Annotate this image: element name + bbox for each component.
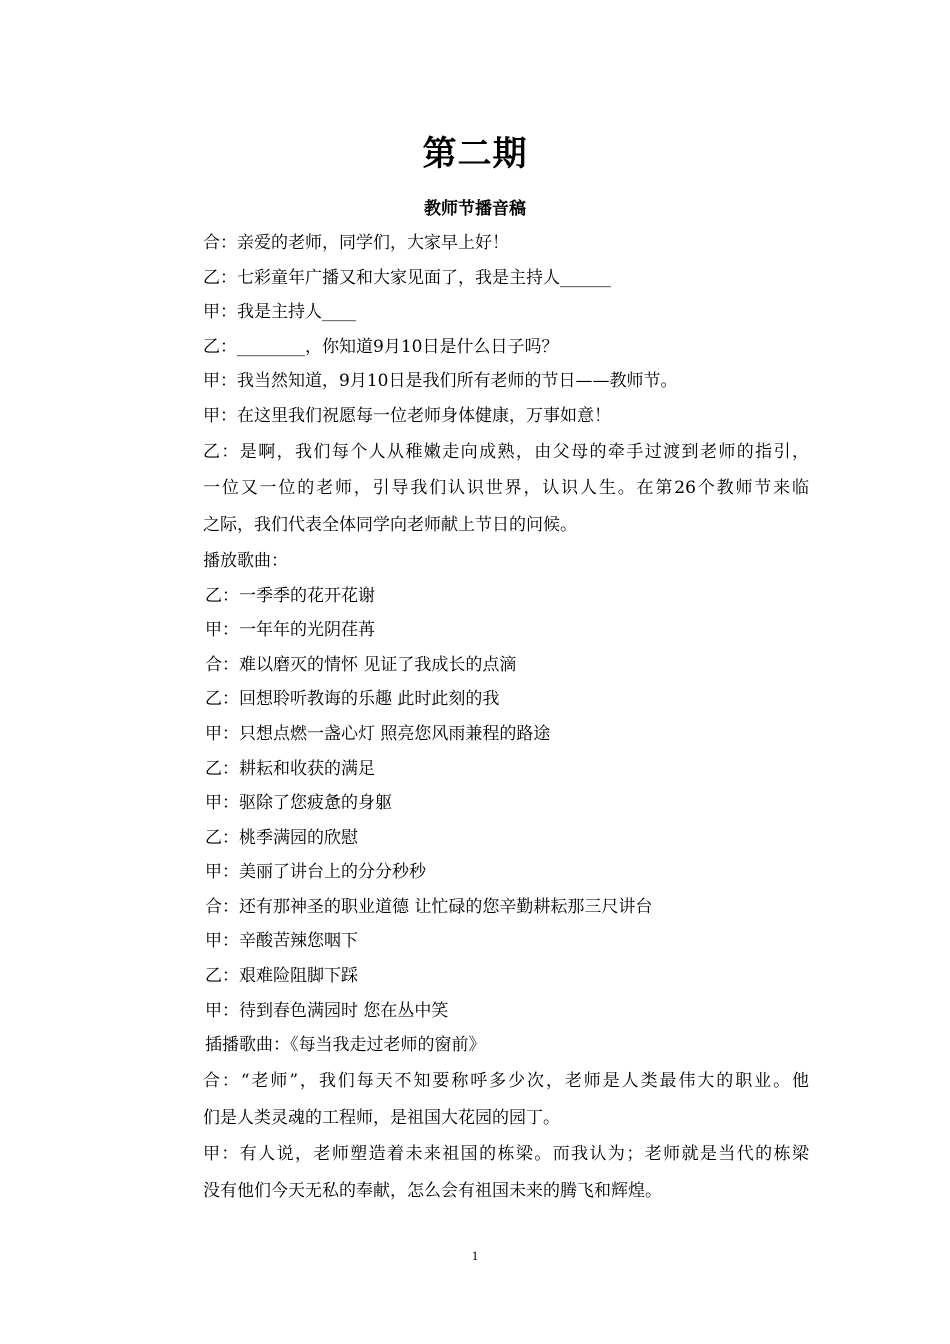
script-line: 乙：七彩童年广播又和大家见面了，我是主持人______ [203, 267, 611, 288]
script-line: 合：亲爱的老师，同学们，大家早上好！ [203, 233, 509, 253]
document-body [203, 226, 809, 1210]
script-line: 甲：只想点燃一盏心灯 照亮您风雨兼程的路途 [205, 723, 551, 744]
document-title: 第二期 [422, 134, 528, 174]
document-subtitle: 教师节播音稿 [424, 199, 526, 219]
script-line: 合：难以磨灭的情怀 见证了我成长的点滴 [205, 654, 517, 675]
paragraph-line: 甲：有人说，老师塑造着未来祖国的栋梁。而我认为；老师就是当代的栋梁 [203, 1144, 809, 1165]
page-number: 1 [471, 1248, 479, 1263]
paragraph-line: 乙：是啊，我们每个人从稚嫩走向成熟，由父母的牵手过渡到老师的指引， [203, 441, 809, 462]
script-line: 合：还有那神圣的职业道德 让忙碌的您辛勤耕耘那三尺讲台 [205, 896, 653, 917]
paragraph-line: 们是人类灵魂的工程师，是祖国大花园的园丁。 [203, 1107, 560, 1128]
script-line: 乙：回想聆听教诲的乐趣 此时此刻的我 [205, 689, 500, 710]
song-heading: 插播歌曲：《每当我走过老师的窗前》 [205, 1035, 486, 1056]
script-line: 乙：________，你知道9月10日是什么日子吗？ [203, 336, 559, 357]
script-line: 甲：辛酸苦辣您咽下 [205, 931, 358, 952]
paragraph-line: 没有他们今天无私的奉献，怎么会有祖国未来的腾飞和辉煌。 [203, 1181, 662, 1202]
script-line: 甲：驱除了您疲惫的身躯 [205, 793, 392, 814]
script-line: 乙：桃季满园的欣慰 [205, 827, 358, 848]
paragraph-line: 合：“老师”，我们每天不知要称呼多少次，老师是人类最伟大的职业。他 [203, 1070, 809, 1091]
script-line: 甲：待到春色满园时 您在丛中笑 [205, 1000, 449, 1021]
script-line: 乙：一季季的花开花谢 [205, 585, 375, 606]
script-line: 甲：在这里我们祝愿每一位老师身体健康，万事如意！ [203, 405, 611, 426]
script-line: 甲：美丽了讲台上的分分秒秒 [205, 862, 426, 883]
paragraph-line: 一位又一位的老师，引导我们认识世界，认识人生。在第26个教师节来临 [203, 478, 809, 499]
paragraph-line: 之际，我们代表全体同学向老师献上节日的问候。 [203, 515, 577, 536]
song-heading: 播放歌曲： [203, 550, 288, 571]
script-line: 甲：我是主持人____ [203, 302, 356, 323]
script-line: 甲：我当然知道，9月10日是我们所有老师的节日——教师节。 [203, 371, 678, 392]
script-line: 甲：一年年的光阴荏苒 [205, 620, 375, 641]
script-line: 乙：耕耘和收获的满足 [205, 758, 375, 779]
script-line: 乙：艰难险阻脚下踩 [205, 966, 358, 987]
